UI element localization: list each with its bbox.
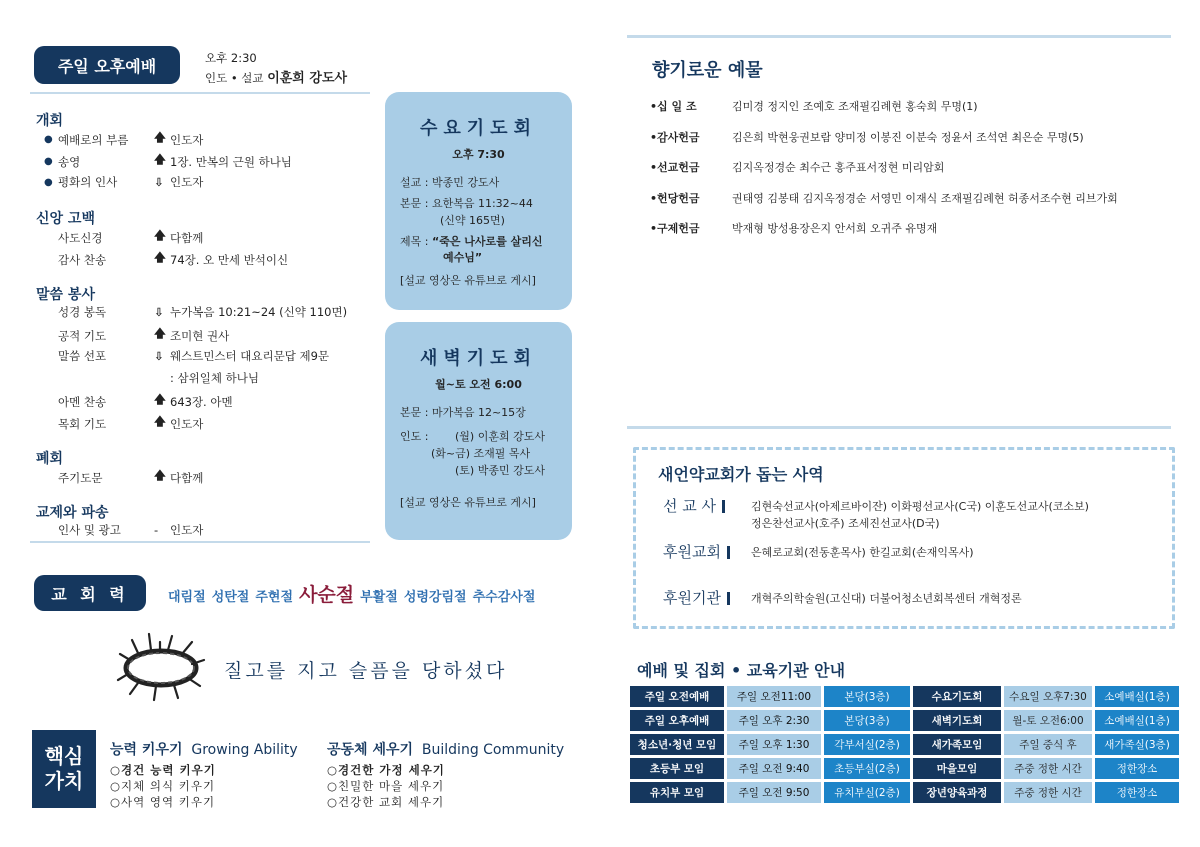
offering-names: 김미경 정지인 조예호 조재필김례현 홍숙희 무명(1) — [732, 100, 978, 113]
ministry-row — [663, 541, 974, 562]
meeting-time-cell: 월-토 오전6:00 — [1004, 710, 1092, 731]
dawn-text: 마가복음 12~15장 — [431, 406, 526, 419]
up-arrow-icon: 🡅 — [154, 326, 166, 340]
afternoon-service-title: 주일 오후예배 — [34, 46, 180, 84]
order-label: 아멘 찬송 — [58, 394, 107, 409]
order-label: 말씀 선포 — [58, 349, 107, 363]
order-value: 74장. 오 만세 반석이신 — [170, 252, 289, 267]
core-value-col1 — [110, 739, 298, 810]
ministry-label-text: 선 교 사 — [663, 497, 717, 515]
col2-item-2: ○건강한 교회 세우기 — [327, 795, 445, 809]
col1-title: 능력 키우기 — [110, 742, 183, 758]
meeting-time-cell: 주일 오전 9:40 — [727, 758, 821, 779]
ministry-label — [663, 587, 751, 608]
meeting-time-cell: 주일 오후 2:30 — [727, 710, 821, 731]
order-row — [44, 522, 203, 538]
crown-caption: 질고를 지고 슬픔을 당하셨다 — [224, 660, 508, 682]
order-label: 예배로의 부름 — [58, 132, 129, 147]
ministry-row — [663, 587, 1022, 608]
wednesday-topic-2: 예수님” — [443, 251, 483, 264]
meeting-time-cell: 주일 오후 1:30 — [727, 734, 821, 755]
up-arrow-icon: 🡅 — [154, 250, 166, 264]
offering-row — [650, 129, 1084, 145]
divider-bar — [722, 500, 725, 513]
order-row — [44, 370, 259, 386]
season-label: 추수감사절 — [472, 590, 536, 605]
season-label: 성탄절 — [211, 590, 250, 605]
calendar-seasons — [168, 580, 541, 608]
meeting-place-cell: 유치부실(2층) — [824, 782, 910, 803]
order-label: 인사 및 광고 — [58, 523, 121, 537]
meeting-name-cell: 초등부 모임 — [630, 758, 724, 779]
section-heading: 신앙 고백 — [36, 211, 95, 227]
season-label: 성령강림절 — [403, 590, 467, 605]
col1-item-1: ○지체 의식 키우기 — [110, 779, 216, 793]
up-arrow-icon: 🡅 — [154, 130, 166, 144]
wednesday-text-page: (신약 165면) — [440, 214, 505, 227]
season-label: 주현절 — [255, 590, 294, 605]
meeting-name-cell: 주일 오전예배 — [630, 686, 724, 707]
order-label: 공적 기도 — [58, 328, 107, 343]
down-arrow-icon: ⇩ — [154, 305, 164, 319]
ministry-line: 개혁주의학술원(고신대) 더불어청소년회복센터 개혁정론 — [751, 592, 1022, 605]
up-arrow-icon: 🡅 — [154, 152, 166, 166]
meeting-place-cell: 각부서실(2층) — [824, 734, 910, 755]
ministry-label — [663, 541, 751, 562]
order-row — [44, 130, 203, 149]
wednesday-text: 요한복음 11:32~44 — [431, 197, 533, 210]
bullet-icon: ● — [44, 176, 53, 188]
meeting-place-cell: 소예배실(1층) — [1095, 686, 1179, 707]
offerings-title: 향기로운 예물 — [652, 60, 763, 81]
ministry-line: 은혜로교회(전동훈목사) 한길교회(손재익목사) — [751, 546, 974, 559]
order-value: 인도자 — [170, 175, 204, 189]
meeting-place-cell: 본당(3층) — [824, 686, 910, 707]
order-value: 인도자 — [170, 132, 204, 147]
order-row — [44, 348, 329, 364]
divider-bar — [727, 592, 730, 605]
order-value: 누가복음 10:21~24 (신약 110면) — [170, 305, 348, 319]
season-label: 대림절 — [168, 590, 206, 605]
meeting-time-cell: 주일 오전 9:50 — [727, 782, 821, 803]
offering-row — [650, 220, 937, 236]
order-value: 1장. 만복의 근원 하나님 — [170, 154, 292, 169]
afternoon-leader — [205, 67, 347, 86]
divider-bar — [727, 546, 730, 559]
crown-of-thorns-icon — [116, 628, 206, 702]
wednesday-note: [설교 영상은 유튜브로 게시] — [400, 274, 536, 287]
schedule-table — [627, 683, 1182, 806]
order-label: 평화의 인사 — [58, 175, 118, 189]
ministry-row — [663, 495, 1089, 532]
schedule-row — [630, 758, 1179, 779]
up-arrow-icon: 🡅 — [154, 228, 166, 242]
offering-label: •십 일 조 — [650, 100, 697, 113]
wednesday-preacher: 박종민 강도사 — [431, 176, 500, 189]
core-values-title-2: 가치 — [44, 769, 84, 793]
wednesday-time: 오후 7:30 — [452, 148, 505, 161]
order-value: 643장. 아멘 — [170, 394, 233, 409]
offering-names: 김은희 박현웅권보람 양미정 이봉진 이분숙 정윤서 조석연 최은순 무명(5) — [732, 130, 1084, 144]
col2-item-1: ○친밀한 마을 세우기 — [327, 779, 445, 793]
order-row — [44, 304, 347, 320]
order-value: 인도자 — [170, 523, 204, 537]
schedule-row — [630, 734, 1179, 755]
section-heading: 폐회 — [36, 451, 64, 467]
order-value: 조미현 권사 — [170, 328, 230, 343]
ministry-line: 정은찬선교사(호주) 조세진선교사(D국) — [751, 517, 940, 530]
ministry-label — [663, 495, 751, 532]
ministry-lines — [751, 541, 974, 562]
order-row — [44, 152, 292, 171]
dawn-prayer-card — [385, 322, 572, 540]
offering-row — [650, 98, 978, 114]
section-heading: 개회 — [36, 113, 64, 129]
meeting-name-cell: 새가족모임 — [913, 734, 1001, 755]
order-value: 인도자 — [170, 416, 204, 431]
core-value-col2 — [327, 739, 564, 810]
meeting-name-cell: 유치부 모임 — [630, 782, 724, 803]
schedule-title: 예배 및 집회 • 교육기관 안내 — [637, 661, 846, 680]
order-value: 웨스트민스터 대요리문답 제9문 — [170, 349, 330, 363]
meeting-name-cell: 청소년·청년 모임 — [630, 734, 724, 755]
order-row — [44, 228, 203, 247]
up-arrow-icon: 🡅 — [154, 414, 166, 428]
col1-item-2: ○사역 영역 키우기 — [110, 795, 216, 809]
dawn-leader-2: (토) 박종민 강도사 — [455, 464, 545, 477]
offering-row — [650, 190, 1118, 206]
meeting-time-cell: 수요일 오후7:30 — [1004, 686, 1092, 707]
text-label: 본문 : — [400, 197, 429, 210]
col1-title-en: Growing Ability — [191, 742, 298, 758]
ministry-label-text: 후원기관 — [663, 589, 721, 607]
meeting-place-cell: 정한장소 — [1095, 758, 1179, 779]
offering-names: 박재형 방성용장은지 안서희 오귀주 유명재 — [732, 222, 938, 235]
up-arrow-icon: 🡅 — [154, 468, 166, 482]
meeting-name-cell: 장년양육과정 — [913, 782, 1001, 803]
meeting-place-cell: 본당(3층) — [824, 710, 910, 731]
dawn-title: 새벽기도회 — [420, 348, 537, 369]
ministry-lines — [751, 587, 1022, 608]
schedule-row — [630, 686, 1179, 707]
meeting-place-cell: 초등부실(2층) — [824, 758, 910, 779]
bullet-icon: ● — [44, 156, 53, 167]
col2-title: 공동체 세우기 — [327, 742, 414, 758]
calendar-title: 교 회 력 — [34, 575, 146, 611]
order-label: 목회 기도 — [58, 416, 107, 431]
order-row — [44, 250, 288, 269]
leader-name: 이훈희 강도사 — [267, 71, 348, 86]
offering-label: •헌당헌금 — [650, 191, 700, 205]
wednesday-prayer-card — [385, 92, 572, 310]
offering-label: •구제헌금 — [650, 222, 700, 235]
dash-icon: - — [154, 523, 159, 537]
meeting-name-cell: 수요기도회 — [913, 686, 1001, 707]
leader-prefix: 인도 • 설교 — [205, 71, 264, 85]
order-label: 성경 봉독 — [58, 305, 107, 319]
topic-label: 제목 : — [400, 235, 429, 248]
order-row — [44, 174, 203, 190]
ministry-label-text: 후원교회 — [663, 543, 721, 561]
meeting-time-cell: 주중 정한 시간 — [1004, 782, 1092, 803]
order-label: 송영 — [58, 154, 81, 169]
wednesday-title: 수요기도회 — [420, 118, 537, 139]
dawn-leader-label: 인도 : — [400, 430, 429, 443]
wednesday-topic: “죽은 나사로를 살리신 — [431, 235, 543, 248]
offering-names: 김지옥정경순 최수근 홍주표서정현 미리암회 — [732, 161, 945, 174]
schedule-row — [630, 782, 1179, 803]
offering-row — [650, 159, 944, 175]
ministry-lines — [751, 495, 1089, 532]
dawn-text-label: 본문 : — [400, 406, 429, 419]
afternoon-time: 오후 2:30 — [205, 51, 257, 65]
core-values-title-1: 핵심 — [44, 744, 84, 768]
section-heading: 말씀 봉사 — [36, 287, 95, 303]
schedule-row — [630, 710, 1179, 731]
dawn-leader-1: (화~금) 조재필 목사 — [431, 447, 531, 460]
offering-label: •감사헌금 — [650, 130, 700, 144]
season-label: 부활절 — [360, 590, 398, 605]
up-arrow-icon: 🡅 — [154, 392, 166, 406]
dawn-time: 월~토 오전 6:00 — [435, 378, 522, 391]
meeting-place-cell: 소예배실(1층) — [1095, 710, 1179, 731]
down-arrow-icon: ⇩ — [154, 175, 164, 189]
season-label: 사순절 — [299, 584, 355, 606]
order-value: : 삼위일체 하나님 — [170, 371, 259, 385]
preacher-label: 설교 : — [400, 176, 429, 189]
meeting-time-cell: 주중 정한 시간 — [1004, 758, 1092, 779]
ministry-line: 김현숙선교사(아제르바이잔) 이화평선교사(C국) 이훈도선교사(코소보) — [751, 500, 1089, 513]
meeting-time-cell: 주일 중식 후 — [1004, 734, 1092, 755]
meeting-name-cell: 새벽기도회 — [913, 710, 1001, 731]
ministries-title: 새언약교회가 돕는 사역 — [658, 465, 824, 484]
meeting-time-cell: 주일 오전11:00 — [727, 686, 821, 707]
order-label: 주기도문 — [58, 470, 103, 485]
order-row — [44, 392, 233, 411]
meeting-name-cell: 주일 오후예배 — [630, 710, 724, 731]
order-row — [44, 468, 203, 487]
offering-names: 권태영 김봉태 김지옥정경순 서영민 이재식 조재필김례현 허종서조수현 리브가회 — [732, 191, 1118, 205]
order-label: 감사 찬송 — [58, 252, 107, 267]
dawn-note: [설교 영상은 유튜브로 게시] — [400, 496, 536, 509]
order-value: 다함께 — [170, 470, 204, 485]
bullet-icon: ● — [44, 134, 53, 145]
col1-item-0: ○경건 능력 키우기 — [110, 763, 216, 777]
core-values-badge — [32, 730, 96, 808]
col2-title-en: Building Community — [421, 742, 565, 758]
order-row — [44, 326, 229, 345]
order-row — [44, 414, 203, 433]
col2-item-0: ○경건한 가정 세우기 — [327, 763, 445, 777]
meeting-place-cell: 정한장소 — [1095, 782, 1179, 803]
order-value: 다함께 — [170, 230, 204, 245]
section-heading: 교제와 파송 — [36, 505, 109, 521]
offering-label: •선교헌금 — [650, 161, 700, 174]
meeting-name-cell: 마을모임 — [913, 758, 1001, 779]
meeting-place-cell: 새가족실(3층) — [1095, 734, 1179, 755]
order-label: 사도신경 — [58, 230, 103, 245]
down-arrow-icon: ⇩ — [154, 349, 164, 363]
dawn-leader-0: (월) 이훈희 강도사 — [455, 430, 545, 443]
